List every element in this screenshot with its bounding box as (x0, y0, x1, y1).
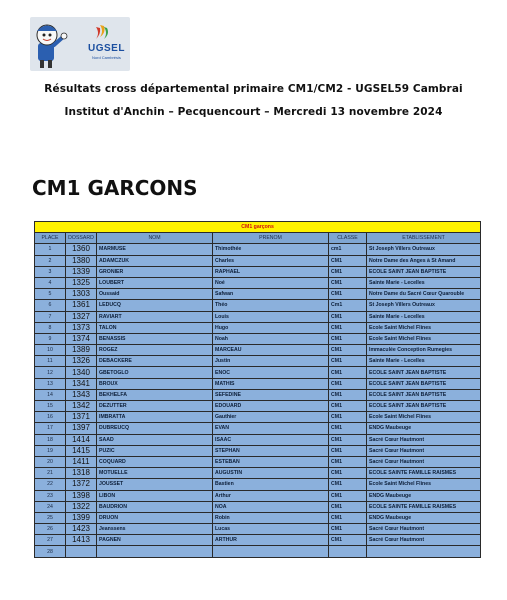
cell-etablissement: Ecole Saint Michel Flines (367, 479, 481, 490)
cell-nom: Oussaid (97, 289, 213, 300)
cell-dossard: 1371 (66, 412, 97, 423)
cell-dossard: 1414 (66, 434, 97, 445)
cell-prenom: ISAAC (213, 434, 329, 445)
cell-classe: CM1 (329, 412, 367, 423)
cell-place: 27 (35, 535, 66, 546)
cell-prenom: Noah (213, 333, 329, 344)
cell-classe: CM1 (329, 322, 367, 333)
cell-prenom: Théo (213, 300, 329, 311)
cell-classe: CM1 (329, 479, 367, 490)
cell-dossard: 1303 (66, 289, 97, 300)
cell-prenom: MATHIS (213, 378, 329, 389)
table-row (35, 501, 481, 512)
cell-prenom: NOA (213, 501, 329, 512)
cell-nom: DEBACKERE (97, 356, 213, 367)
cell-dossard: 1373 (66, 322, 97, 333)
cell-nom (97, 546, 213, 557)
table-row (35, 479, 481, 490)
cell-classe: CM1 (329, 345, 367, 356)
table-row (35, 512, 481, 523)
table-row (35, 277, 481, 288)
cell-dossard: 1374 (66, 333, 97, 344)
cell-nom: ADAMCZUK (97, 255, 213, 266)
cell-prenom: STEPHAN (213, 445, 329, 456)
cell-dossard: 1342 (66, 401, 97, 412)
cell-prenom: EVAN (213, 423, 329, 434)
col-header-dossard: DOSSARD (66, 233, 97, 244)
cell-classe: CM1 (329, 434, 367, 445)
cell-dossard: 1423 (66, 524, 97, 535)
cell-prenom: Safwan (213, 289, 329, 300)
cell-etablissement: Sacré Cœur Hautmont (367, 456, 481, 467)
table-row (35, 367, 481, 378)
cell-dossard: 1380 (66, 255, 97, 266)
cell-dossard: 1399 (66, 512, 97, 523)
cell-nom: BENASSIS (97, 333, 213, 344)
cell-nom: BEKHELFA (97, 389, 213, 400)
cell-etablissement: ENDG Maubeuge (367, 490, 481, 501)
cell-prenom: Charles (213, 255, 329, 266)
results-table (34, 221, 481, 558)
cell-classe: CM1 (329, 535, 367, 546)
logo-brand-text: UGSEL (88, 43, 125, 54)
cell-place: 19 (35, 445, 66, 456)
cell-prenom: ARTHUR (213, 535, 329, 546)
cell-dossard: 1318 (66, 468, 97, 479)
cell-nom: BROUX (97, 378, 213, 389)
cell-prenom: Gauthier (213, 412, 329, 423)
cell-etablissement: Sainte Marie - Lecelles (367, 311, 481, 322)
section-title: CM1 GARCONS (32, 176, 198, 200)
cell-etablissement: ECOLE SAINT JEAN BAPTISTE (367, 401, 481, 412)
cell-prenom: Lucas (213, 524, 329, 535)
cell-place: 10 (35, 345, 66, 356)
cell-prenom (213, 546, 329, 557)
table-row (35, 333, 481, 344)
cell-place: 6 (35, 300, 66, 311)
cell-place: 24 (35, 501, 66, 512)
cell-place: 7 (35, 311, 66, 322)
col-header-place: PLACE (35, 233, 66, 244)
cell-etablissement: Ecole Saint Michel Flines (367, 322, 481, 333)
cell-dossard: 1326 (66, 356, 97, 367)
table-row (35, 434, 481, 445)
cell-prenom: RAPHAEL (213, 266, 329, 277)
cell-prenom: Louis (213, 311, 329, 322)
cell-dossard: 1343 (66, 389, 97, 400)
cell-dossard: 1411 (66, 456, 97, 467)
cell-dossard: 1397 (66, 423, 97, 434)
cell-etablissement: Sainte Marie - Lecelles (367, 356, 481, 367)
cell-place: 3 (35, 266, 66, 277)
table-row (35, 456, 481, 467)
cell-classe: CM1 (329, 311, 367, 322)
cell-classe: CM1 (329, 255, 367, 266)
table-row (35, 412, 481, 423)
cell-place: 25 (35, 512, 66, 523)
cell-dossard: 1413 (66, 535, 97, 546)
col-header-classe: CLASSE (329, 233, 367, 244)
table-row (35, 289, 481, 300)
cell-etablissement: Ecole Saint Michel Flines (367, 333, 481, 344)
event-title: Résultats cross départemental primaire CM1/CM2 - UGSEL59 Cambrai (44, 83, 463, 95)
cell-dossard: 1322 (66, 501, 97, 512)
cell-classe: CM1 (329, 423, 367, 434)
table-row (35, 401, 481, 412)
cell-nom: PAGNEN (97, 535, 213, 546)
cell-nom: IMBRATTA (97, 412, 213, 423)
col-header-nom: NOM (97, 233, 213, 244)
cell-place: 20 (35, 456, 66, 467)
cell-nom: LIBON (97, 490, 213, 501)
cell-dossard: 1325 (66, 277, 97, 288)
cell-dossard: 1360 (66, 244, 97, 255)
table-row (35, 356, 481, 367)
cell-classe: CM1 (329, 333, 367, 344)
table-row (35, 535, 481, 546)
table-row (35, 244, 481, 255)
cell-nom: COQUARD (97, 456, 213, 467)
cell-classe: CM1 (329, 512, 367, 523)
cell-nom: DEZUTTER (97, 401, 213, 412)
cell-etablissement (367, 546, 481, 557)
cell-etablissement: Notre Dame des Anges à St Amand (367, 255, 481, 266)
cell-dossard: 1372 (66, 479, 97, 490)
cell-prenom: Justin (213, 356, 329, 367)
cell-place: 17 (35, 423, 66, 434)
cell-place: 4 (35, 277, 66, 288)
cell-classe: cm1 (329, 244, 367, 255)
table-row (35, 255, 481, 266)
cell-prenom: Thimothée (213, 244, 329, 255)
cell-etablissement: St Joseph Villers Outreaux (367, 300, 481, 311)
cell-place: 5 (35, 289, 66, 300)
cell-classe: CM1 (329, 266, 367, 277)
cell-etablissement: Ecole Saint Michel Flines (367, 412, 481, 423)
cell-classe (329, 546, 367, 557)
cell-place: 16 (35, 412, 66, 423)
cell-place: 11 (35, 356, 66, 367)
cell-place: 22 (35, 479, 66, 490)
cell-place: 13 (35, 378, 66, 389)
cell-etablissement: ENDG Maubeuge (367, 423, 481, 434)
cell-nom: PUZIC (97, 445, 213, 456)
cell-place: 8 (35, 322, 66, 333)
event-venue-date: Institut d'Anchin – Pecquencourt – Mercredi 13 novembre 2024 (64, 106, 443, 118)
table-row (35, 490, 481, 501)
cell-prenom: AUGUSTIN (213, 468, 329, 479)
cell-classe: CM1 (329, 456, 367, 467)
cell-nom: MOTUELLE (97, 468, 213, 479)
cell-etablissement: ECOLE SAINT JEAN BAPTISTE (367, 389, 481, 400)
table-header-row (35, 233, 481, 244)
cell-classe: CM1 (329, 367, 367, 378)
cell-prenom: ESTEBAN (213, 456, 329, 467)
cell-dossard: 1340 (66, 367, 97, 378)
cell-classe: CM1 (329, 445, 367, 456)
table-row (35, 266, 481, 277)
table-banner: CM1 garçons (35, 222, 481, 233)
cell-prenom: Noé (213, 277, 329, 288)
table-row (35, 378, 481, 389)
cell-prenom: EDOUARD (213, 401, 329, 412)
cell-etablissement: ECOLE SAINT JEAN BAPTISTE (367, 378, 481, 389)
table-row (35, 524, 481, 535)
cell-nom: BAUDRION (97, 501, 213, 512)
cell-etablissement: ECOLE SAINTE FAMILLE RAISMES (367, 501, 481, 512)
cell-nom: GRONIER (97, 266, 213, 277)
cell-nom: TALON (97, 322, 213, 333)
cell-etablissement: Immaculée Conception Rumegies (367, 345, 481, 356)
cell-place: 26 (35, 524, 66, 535)
cell-nom: Jeanssens (97, 524, 213, 535)
cell-dossard: 1398 (66, 490, 97, 501)
col-header-prenom: PRENOM (213, 233, 329, 244)
cell-etablissement: Sacré Cœur Hautmont (367, 434, 481, 445)
cell-nom: RAVIART (97, 311, 213, 322)
cell-place: 9 (35, 333, 66, 344)
cell-etablissement: ECOLE SAINTE FAMILLE RAISMES (367, 468, 481, 479)
cell-classe: CM1 (329, 356, 367, 367)
cell-nom: JOUSSET (97, 479, 213, 490)
cell-place: 21 (35, 468, 66, 479)
cell-prenom: ENOC (213, 367, 329, 378)
table-row (35, 423, 481, 434)
cell-place: 1 (35, 244, 66, 255)
cell-nom: GBETOGLO (97, 367, 213, 378)
cell-etablissement: Sacré Cœur Hautmont (367, 535, 481, 546)
cell-etablissement: Notre Dame du Sacré Cœur Quarouble (367, 289, 481, 300)
cell-place: 23 (35, 490, 66, 501)
cell-etablissement: ECOLE SAINT JEAN BAPTISTE (367, 266, 481, 277)
cell-classe: CM1 (329, 389, 367, 400)
cell-etablissement: St Joseph Villers Outreaux (367, 244, 481, 255)
cell-dossard: 1415 (66, 445, 97, 456)
table-row (35, 445, 481, 456)
cell-place: 14 (35, 389, 66, 400)
cell-dossard: 1341 (66, 378, 97, 389)
cell-nom: LOUBERT (97, 277, 213, 288)
cell-nom: MARMUSE (97, 244, 213, 255)
cell-prenom: MARCEAU (213, 345, 329, 356)
cell-dossard: 1327 (66, 311, 97, 322)
cell-dossard (66, 546, 97, 557)
cell-place: 18 (35, 434, 66, 445)
cell-classe: CM1 (329, 501, 367, 512)
cell-prenom: SEFEDINE (213, 389, 329, 400)
cell-place: 28 (35, 546, 66, 557)
cell-nom: LEDUCQ (97, 300, 213, 311)
table-row (35, 311, 481, 322)
cell-classe: CM1 (329, 468, 367, 479)
cell-etablissement: Sacré Cœur Hautmont (367, 445, 481, 456)
cell-nom: ROGEZ (97, 345, 213, 356)
cell-classe: CM1 (329, 401, 367, 412)
cell-place: 2 (35, 255, 66, 266)
cell-place: 15 (35, 401, 66, 412)
table-row (35, 468, 481, 479)
logo-sub-text: Nord Cambrésis (92, 55, 121, 60)
cell-classe: Cm1 (329, 300, 367, 311)
cell-classe: CM1 (329, 289, 367, 300)
table-row (35, 389, 481, 400)
cell-nom: DUBREUCQ (97, 423, 213, 434)
cell-classe: CM1 (329, 378, 367, 389)
cell-prenom: Bastien (213, 479, 329, 490)
ugsel-logo (30, 17, 130, 71)
col-header-etablissement: ETABLISSEMENT (367, 233, 481, 244)
cell-nom: DRUON (97, 512, 213, 523)
cell-prenom: Arthur (213, 490, 329, 501)
cell-dossard: 1339 (66, 266, 97, 277)
cell-prenom: Robin (213, 512, 329, 523)
cell-classe: CM1 (329, 490, 367, 501)
table-row (35, 345, 481, 356)
cell-etablissement: Sacré Cœur Hautmont (367, 524, 481, 535)
cell-etablissement: Sainte Marie - Lecelles (367, 277, 481, 288)
cell-etablissement: ECOLE SAINT JEAN BAPTISTE (367, 367, 481, 378)
cell-dossard: 1361 (66, 300, 97, 311)
table-row (35, 322, 481, 333)
cell-nom: SAAD (97, 434, 213, 445)
cell-classe: CM1 (329, 277, 367, 288)
table-row (35, 300, 481, 311)
table-banner-row (35, 222, 481, 233)
cell-place: 12 (35, 367, 66, 378)
cell-etablissement: ENDG Maubeuge (367, 512, 481, 523)
cell-dossard: 1389 (66, 345, 97, 356)
cell-prenom: Hugo (213, 322, 329, 333)
table-row (35, 546, 481, 557)
cell-classe: CM1 (329, 524, 367, 535)
